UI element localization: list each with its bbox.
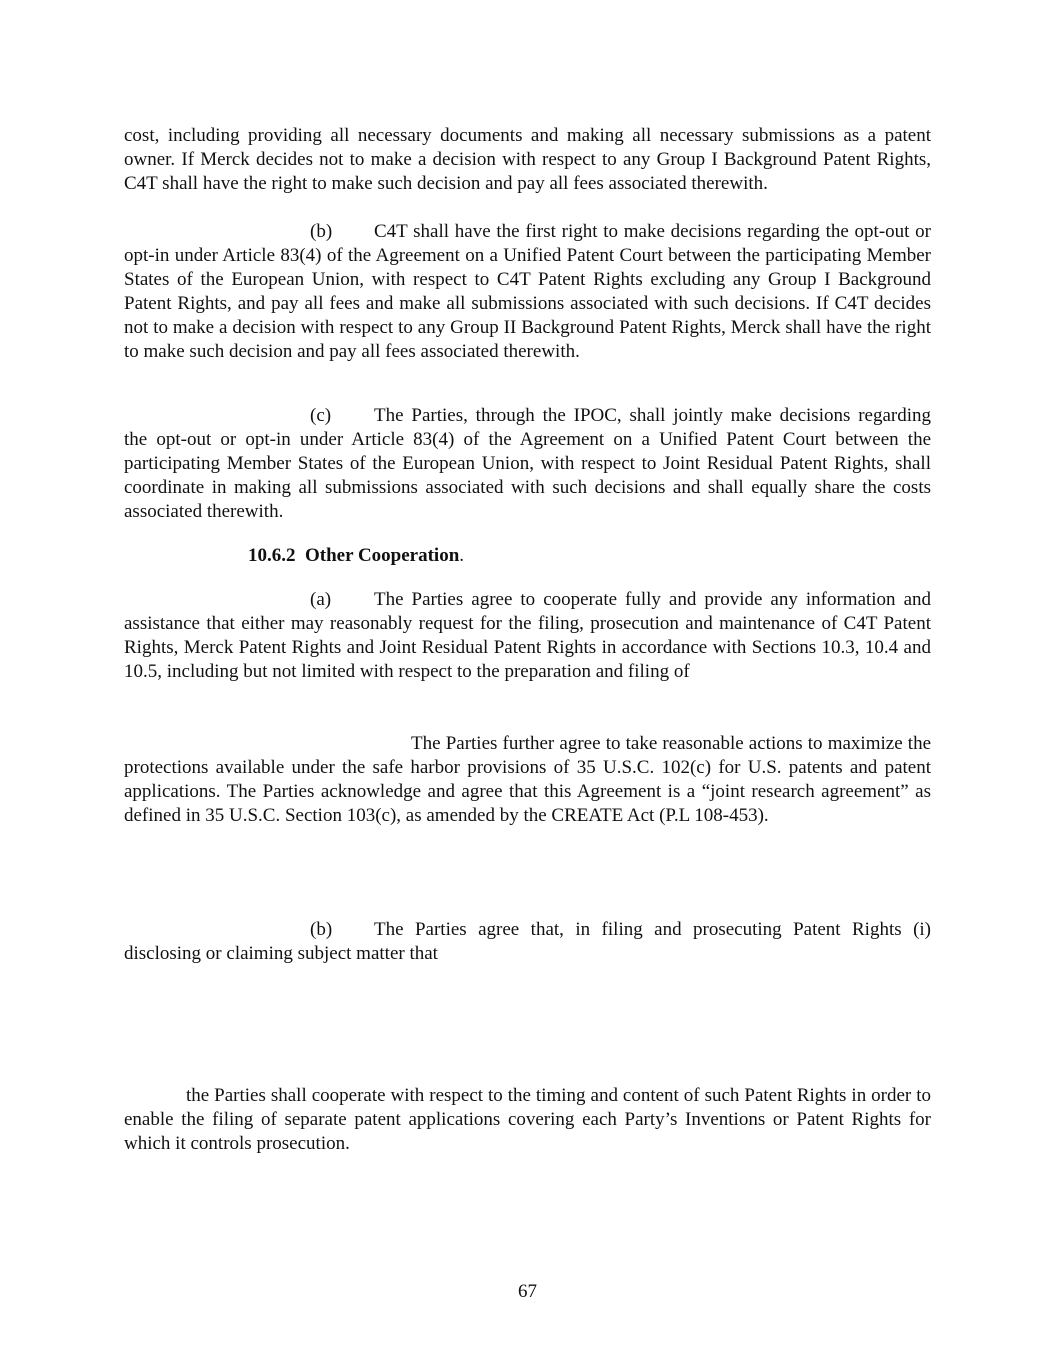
paragraph-marker: (a)	[310, 589, 332, 610]
paragraph-marker: (b)	[310, 221, 333, 242]
paragraph-marker: (b)	[310, 919, 333, 940]
paragraph-b-continued-cooperation: the Parties shall cooperate with respect to the timing and content of such Patent Rights in order to enable the filing of separate patent applications covering each Party’s Inventions or Patent Rights for which it controls prosecution.	[124, 1085, 931, 1154]
section-number: 10.6.2	[248, 545, 296, 566]
paragraph-marker: (c)	[310, 405, 332, 426]
paragraph-c-joint-decisions	[124, 404, 931, 524]
section-heading-period: .	[459, 545, 465, 566]
paragraph-b-filing-prosecuting	[124, 918, 931, 966]
paragraph-text: C4T shall have the first right to make decisions regarding the opt-out or opt-in under Article 83(4) of the Agreement on a Unified Patent Court between the participating Member States of the European Union, with respect to C4T Patent Rights excluding any Group I Background Patent Rights, and pay all fees and make all submissions associated with such decisions. If C4T decides not to make a decision with respect to any Group II Background Patent Rights, Merck shall have the right to make such decision and pay all fees associated therewith.	[124, 221, 931, 362]
paragraph-text: The Parties agree to cooperate fully and provide any information and assistance that either may reasonably request for the filing, prosecution and maintenance of C4T Patent Rights, Merck Patent Rights and Joint Residual Patent Rights in accordance with Sections 10.3, 10.4 and 10.5, including but not limited with respect to the preparation and filing of	[124, 589, 931, 682]
page-number: 67	[518, 1281, 537, 1302]
paragraph-b-c4t-first-right	[124, 220, 931, 364]
paragraph-cost-continuation: cost, including providing all necessary documents and making all necessary submissions as a patent owner. If Merck decides not to make a decision with respect to any Group I Background Patent Rights, C4T shall have the right to make such decision and pay all fees associated therewith.	[124, 125, 931, 194]
section-title: Other Cooperation	[305, 545, 460, 566]
section-heading-10-6-2	[248, 544, 464, 568]
paragraph-text: The Parties, through the IPOC, shall jointly make decisions regarding the opt-out or opt-in under Article 83(4) of the Agreement on a Unified Patent Court between the participating Member States of the European Union, with respect to Joint Residual Patent Rights, shall coordinate in making all submissions associated with such decisions and shall equally share the costs associated therewith.	[124, 405, 931, 522]
paragraph-a-cooperate-fully	[124, 588, 931, 684]
paragraph-a-continued-safe-harbor: The Parties further agree to take reasonable actions to maximize the protections available under the safe harbor provisions of 35 U.S.C. 102(c) for U.S. patents and patent applications. The Parties acknowledge and agree that this Agreement is a “joint research agreement” as defined in 35 U.S.C. Section 103(c), as amended by the CREATE Act (P.L 108-453).	[124, 733, 931, 826]
paragraph-text: The Parties agree that, in filing and prosecuting Patent Rights (i) disclosing or claiming subject matter that	[124, 919, 931, 964]
